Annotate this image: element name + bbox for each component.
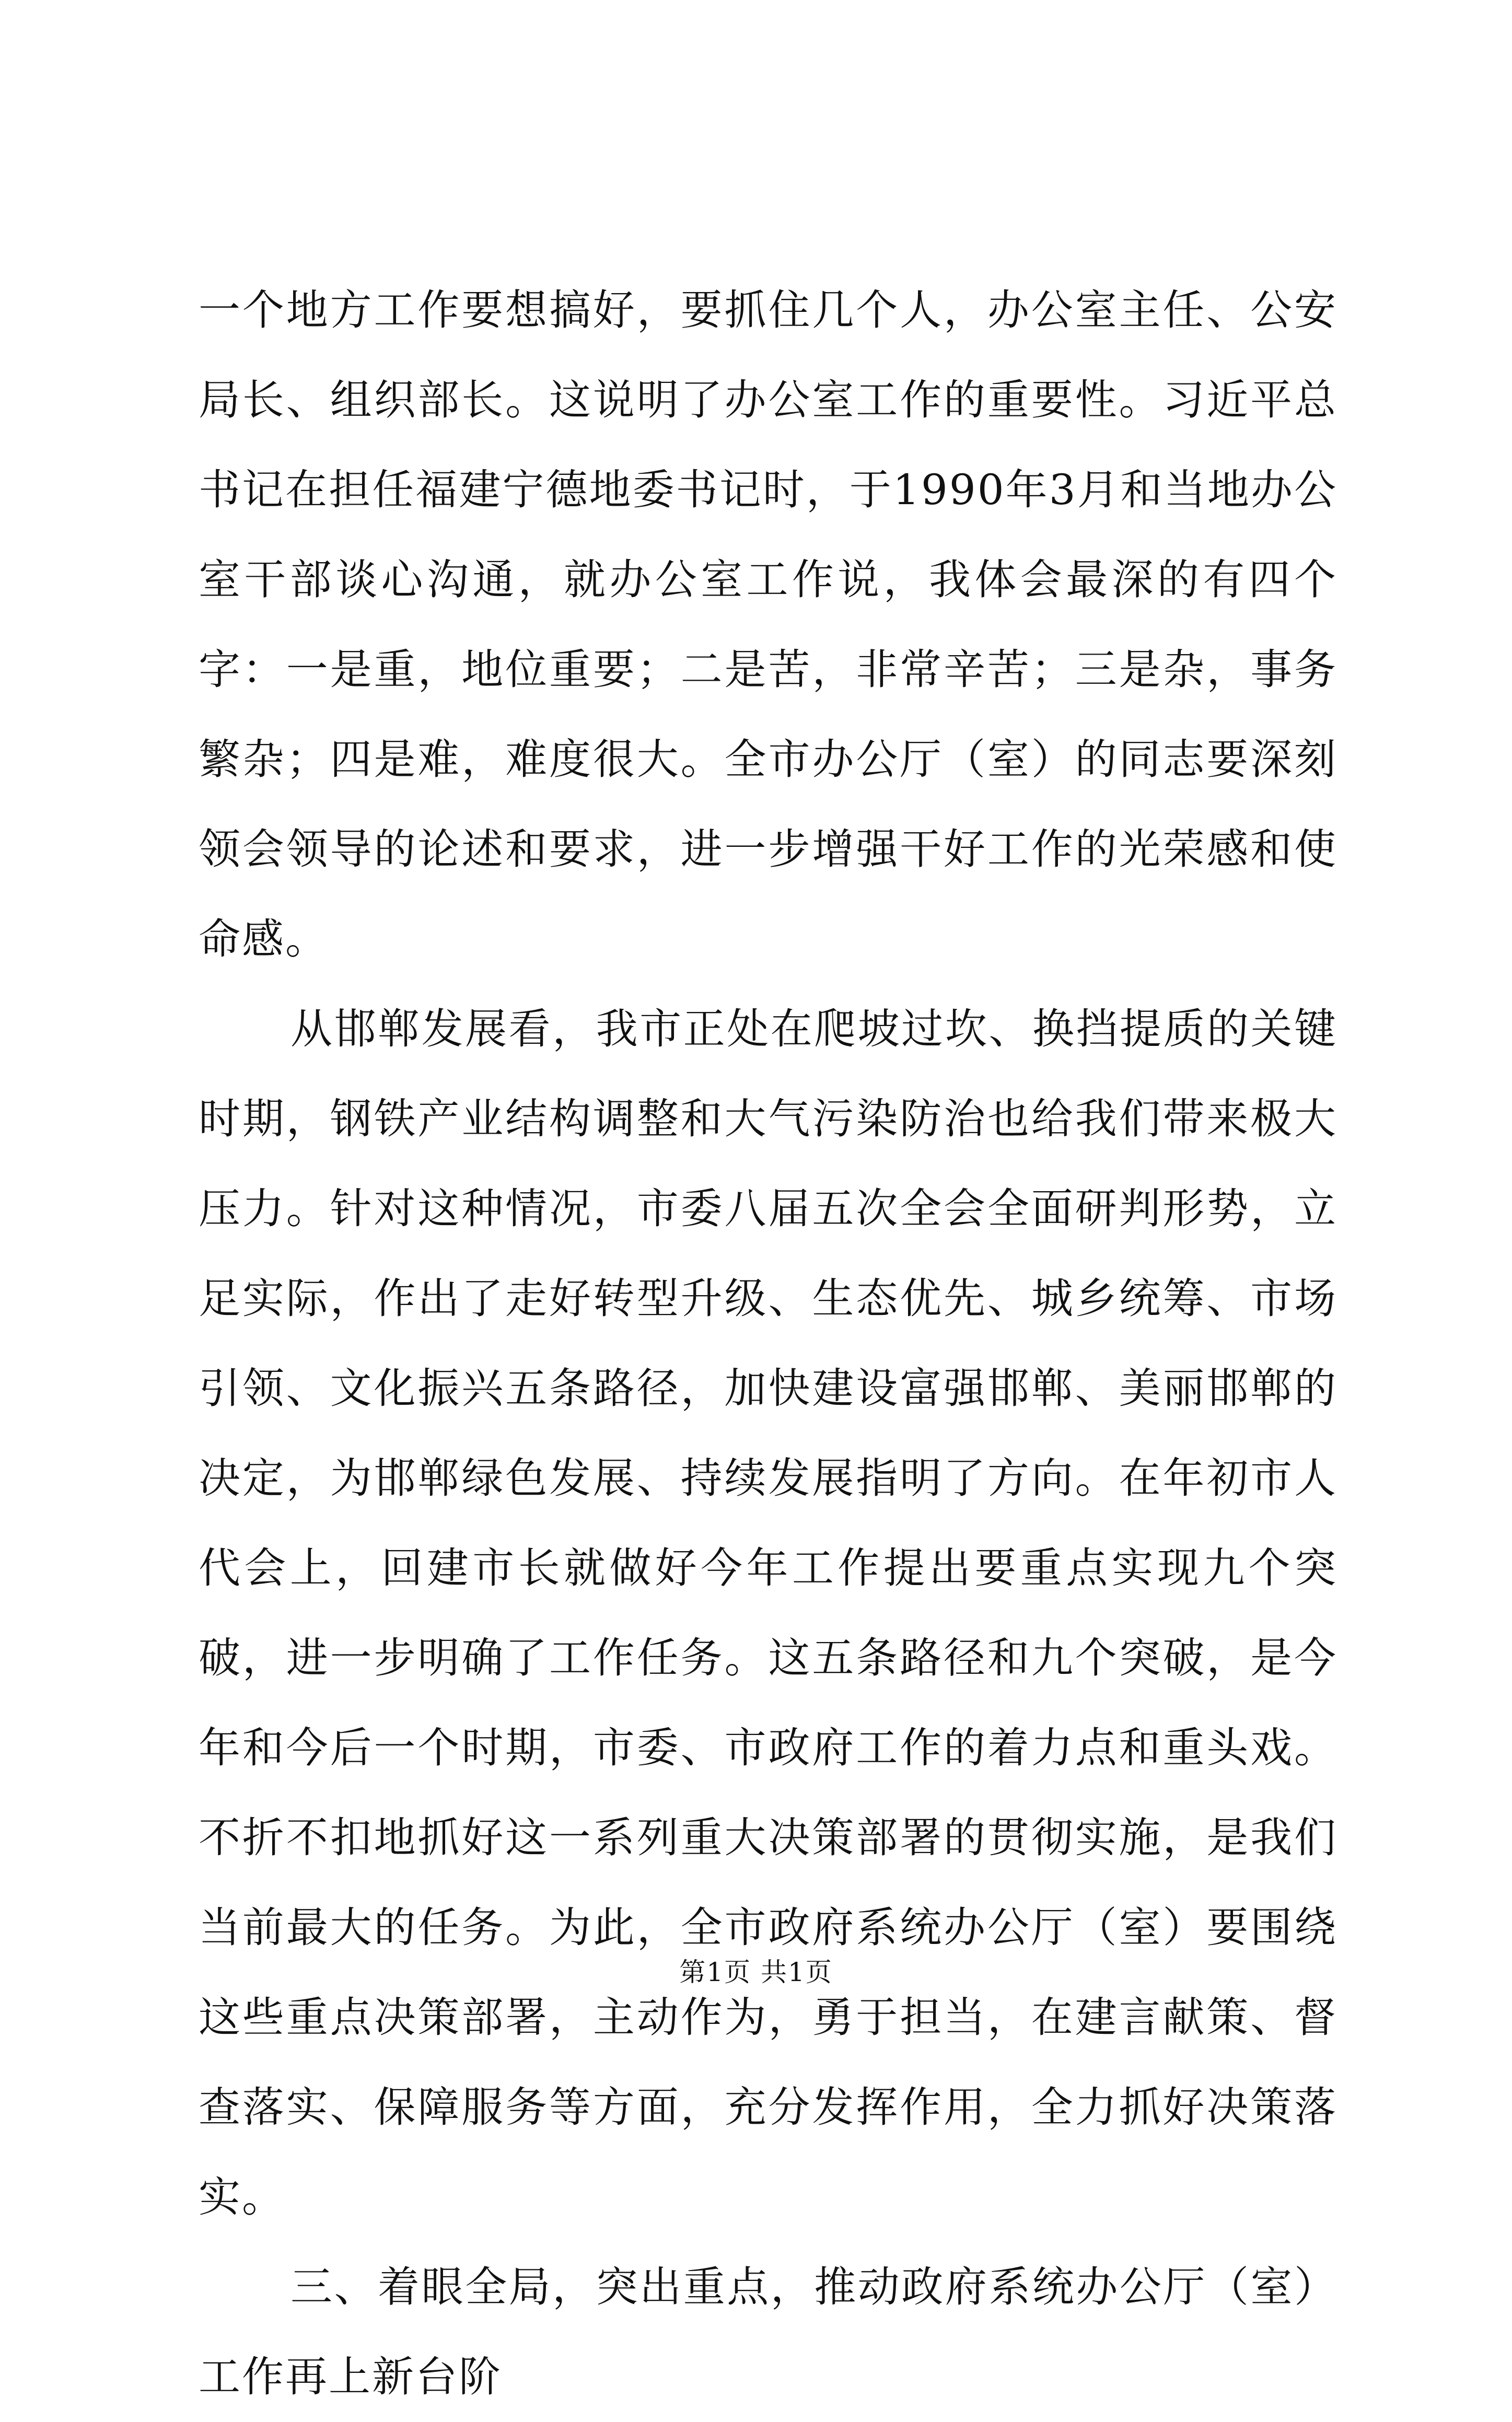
document-body [199, 265, 1337, 2422]
section-heading-three: 三、着眼全局，突出重点，推动政府系统办公厅（室）工作再上新台阶 [199, 2263, 1337, 2401]
paragraph-handan-development: 从邯郸发展看，我市正处在爬坡过坎、换挡提质的关键时期，钢铁产业结构调整和大气污染防治也给我们带来极大压力。针对这种情况，市委八届五次全会全面研判形势，立足实际，作出了走好转型升级、生态优先、城乡统筹、市场引领、文化振兴五条路径，加快建设富强邯郸、美丽邯郸的决定，为邯郸绿色发展、持续发展指明了方向。在年初市人代会上，回建市长就做好今年工作提出要重点实现九个突破，进一步明确了工作任务。这五条路径和九个突破，是今年和今后一个时期，市委、市政府工作的着力点和重头戏。不折不扣地抓好这一系列重大决策部署的贯彻实施，是我们当前最大的任务。为此，全市政府系统办公厅（室）要围绕这些重点决策部署，主动作为，勇于担当，在建言献策、督查落实、保障服务等方面，充分发挥作用，全力抓好决策落实。 [199, 1005, 1337, 2221]
paragraph-office-importance: 一个地方工作要想搞好，要抓住几个人，办公室主任、公安局长、组织部长。这说明了办公室工作的重要性。习近平总书记在担任福建宁德地委书记时，于1990年3月和当地办公室干部谈心沟通，就办公室工作说，我体会最深的有四个字：一是重，地位重要；二是苦，非常辛苦；三是杂，事务繁杂；四是难，难度很大。全市办公厅（室）的同志要深刻领会领导的论述和要求，进一步增强干好工作的光荣感和使命感。 [199, 286, 1337, 963]
page-footer: 第1页 共1页 [679, 1957, 833, 1987]
